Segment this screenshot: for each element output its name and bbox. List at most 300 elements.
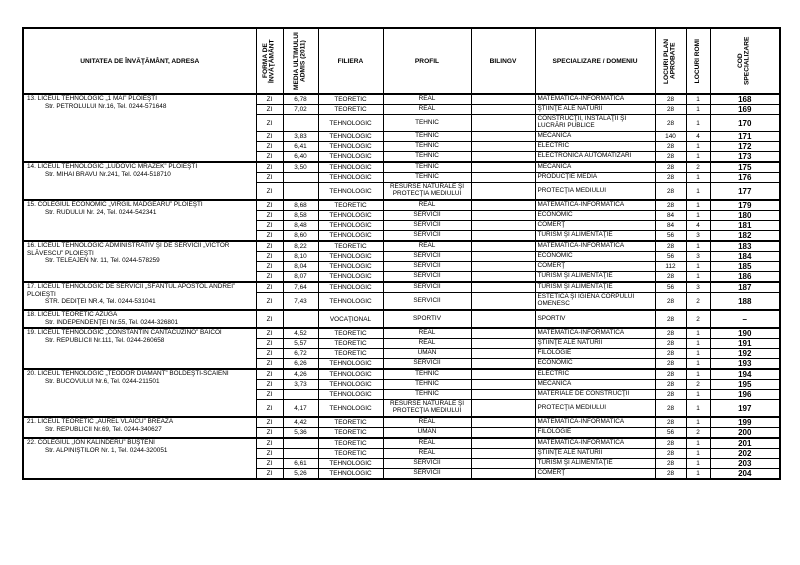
cell-romi: 1 — [686, 211, 710, 221]
cell-romi: 2 — [686, 428, 710, 439]
cell-cod: 184 — [710, 252, 780, 262]
school-group — [23, 369, 780, 417]
header-bilingv: BILINGV — [471, 28, 535, 94]
cell-media — [283, 173, 318, 183]
cell-forma: ZI — [256, 105, 283, 115]
cell-locuri: 28 — [655, 142, 686, 152]
school-cell — [23, 369, 256, 417]
cell-forma: ZI — [256, 282, 283, 293]
cell-media: 3,73 — [283, 380, 318, 390]
cell-romi: 1 — [686, 115, 710, 132]
cell-romi: 4 — [686, 221, 710, 231]
cell-profil: SERVICII — [383, 359, 471, 370]
cell-media: 8,58 — [283, 211, 318, 221]
cell-forma: ZI — [256, 328, 283, 339]
cell-forma: ZI — [256, 390, 283, 400]
cell-locuri: 28 — [655, 349, 686, 359]
cell-bilingv — [471, 400, 535, 418]
cell-locuri: 140 — [655, 132, 686, 142]
cell-specializare: FILOLOGIE — [535, 349, 655, 359]
cell-media — [283, 449, 318, 459]
cell-forma: ZI — [256, 173, 283, 183]
cell-bilingv — [471, 380, 535, 390]
cell-locuri: 28 — [655, 310, 686, 328]
cell-profil: REAL — [383, 105, 471, 115]
cell-forma: ZI — [256, 211, 283, 221]
cell-bilingv — [471, 459, 535, 469]
cell-specializare: TURISM ŞI ALIMENTAŢIE — [535, 459, 655, 469]
cell-specializare: PROTECŢIA MEDIULUI — [535, 183, 655, 201]
cell-forma: ZI — [256, 183, 283, 201]
school-name: 21. LICEUL TEORETIC „AUREL VLAICU” BREAZA — [27, 418, 174, 425]
cell-profil: TEHNIC — [383, 142, 471, 152]
cell-locuri: 28 — [655, 390, 686, 400]
cell-media: 7,64 — [283, 282, 318, 293]
cell-locuri: 28 — [655, 272, 686, 283]
cell-profil: UMAN — [383, 349, 471, 359]
header-cod: COD SPECIALIZARE — [710, 28, 780, 94]
school-address: Str. PETROLULUI Nr.16, Tel. 0244-571648 — [45, 102, 167, 110]
table-row — [23, 369, 780, 380]
cell-romi: 1 — [686, 272, 710, 283]
cell-filiera: TEHNOLOGIC — [318, 221, 383, 231]
cell-bilingv — [471, 105, 535, 115]
cell-profil: REAL — [383, 449, 471, 459]
cell-cod: 176 — [710, 173, 780, 183]
header-locuri: LOCURI PLAN APROBATE — [655, 28, 686, 94]
cell-bilingv — [471, 272, 535, 283]
school-group — [23, 417, 780, 438]
cell-romi: 1 — [686, 359, 710, 370]
cell-specializare: PRODUCŢIE MEDIA — [535, 173, 655, 183]
cell-media: 8,48 — [283, 221, 318, 231]
cell-specializare: PROTECŢIA MEDIULUI — [535, 400, 655, 418]
cell-specializare: MECANICĂ — [535, 380, 655, 390]
cell-filiera: TEHNOLOGIC — [318, 231, 383, 242]
header-profil: PROFIL — [383, 28, 471, 94]
cell-media: 4,52 — [283, 328, 318, 339]
cell-profil: REAL — [383, 241, 471, 252]
cell-filiera: TEORETIC — [318, 105, 383, 115]
cell-profil: REAL — [383, 339, 471, 349]
cell-profil: TEHNIC — [383, 115, 471, 132]
cell-filiera: TEHNOLOGIC — [318, 469, 383, 480]
cell-profil: TEHNIC — [383, 162, 471, 173]
cell-profil: UMAN — [383, 428, 471, 439]
school-address: Str. MIHAI BRAVU Nr.241, Tel. 0244-518710 — [45, 170, 171, 178]
cell-forma: ZI — [256, 241, 283, 252]
cell-bilingv — [471, 162, 535, 173]
cell-locuri: 28 — [655, 339, 686, 349]
cell-bilingv — [471, 449, 535, 459]
cell-cod: 199 — [710, 417, 780, 428]
cell-filiera: TEORETIC — [318, 339, 383, 349]
cell-romi: 1 — [686, 328, 710, 339]
cell-media: 6,61 — [283, 459, 318, 469]
cell-romi: 1 — [686, 183, 710, 201]
cell-cod: 193 — [710, 359, 780, 370]
school-cell — [23, 241, 256, 282]
cell-media: 8,07 — [283, 272, 318, 283]
school-cell — [23, 94, 256, 162]
cell-bilingv — [471, 349, 535, 359]
school-address: Str. TELEAJEN Nr. 11, Tel. 0244-578259 — [45, 257, 160, 265]
cell-romi: 1 — [686, 349, 710, 359]
cell-bilingv — [471, 469, 535, 480]
cell-romi: 1 — [686, 438, 710, 449]
cell-profil: SERVICII — [383, 231, 471, 242]
cell-bilingv — [471, 132, 535, 142]
cell-cod: 172 — [710, 142, 780, 152]
school-address: STR. DEDIŢEI NR.4, Tel. 0244-531041 — [45, 298, 156, 306]
cell-romi: 2 — [686, 380, 710, 390]
cell-locuri: 56 — [655, 231, 686, 242]
cell-cod: 177 — [710, 183, 780, 201]
cell-bilingv — [471, 142, 535, 152]
cell-bilingv — [471, 438, 535, 449]
cell-specializare: MECANICĂ — [535, 132, 655, 142]
cell-bilingv — [471, 417, 535, 428]
table-row — [23, 241, 780, 252]
cell-filiera: TEHNOLOGIC — [318, 115, 383, 132]
school-name: 13. LICEUL TEHNOLOGIC „1 MAI” PLOIEŞTI — [27, 95, 157, 102]
cell-forma: ZI — [256, 459, 283, 469]
cell-forma: ZI — [256, 400, 283, 418]
cell-cod: 204 — [710, 469, 780, 480]
cell-media: 4,42 — [283, 417, 318, 428]
cell-bilingv — [471, 241, 535, 252]
cell-forma: ZI — [256, 359, 283, 370]
cell-romi: 4 — [686, 132, 710, 142]
school-address: Str. ALPINIŞTILOR Nr. 1, Tel. 0244-320051 — [45, 446, 168, 454]
cell-forma: ZI — [256, 339, 283, 349]
cell-specializare: TURISM ŞI ALIMENTAŢIE — [535, 272, 655, 283]
cell-cod: 181 — [710, 221, 780, 231]
cell-cod: 197 — [710, 400, 780, 418]
cell-profil: RESURSE NATURALE ŞI PROTECŢIA MEDIULUI — [383, 400, 471, 418]
cell-romi: 1 — [686, 459, 710, 469]
table-row — [23, 310, 780, 328]
cell-filiera: TEORETIC — [318, 438, 383, 449]
cell-media: 6,78 — [283, 94, 318, 105]
cell-specializare: ŞTIINŢE ALE NATURII — [535, 105, 655, 115]
cell-bilingv — [471, 252, 535, 262]
cell-filiera: TEHNOLOGIC — [318, 183, 383, 201]
cell-filiera: TEORETIC — [318, 200, 383, 211]
cell-forma: ZI — [256, 469, 283, 480]
cell-specializare: ELECTRIC — [535, 369, 655, 380]
cell-locuri: 56 — [655, 428, 686, 439]
cell-media: 8,22 — [283, 241, 318, 252]
cell-forma: ZI — [256, 438, 283, 449]
cell-cod: 185 — [710, 262, 780, 272]
cell-locuri: 28 — [655, 459, 686, 469]
cell-media: 3,83 — [283, 132, 318, 142]
table-row — [23, 162, 780, 173]
cell-romi: 1 — [686, 390, 710, 400]
cell-locuri: 28 — [655, 173, 686, 183]
cell-cod: 194 — [710, 369, 780, 380]
cell-profil: SERVICII — [383, 252, 471, 262]
cell-filiera: TEORETIC — [318, 449, 383, 459]
cell-filiera: TEHNOLOGIC — [318, 390, 383, 400]
cell-cod: 179 — [710, 200, 780, 211]
cell-locuri: 28 — [655, 417, 686, 428]
cell-profil: REAL — [383, 328, 471, 339]
cell-profil: REAL — [383, 438, 471, 449]
cell-media: 6,72 — [283, 349, 318, 359]
cell-forma: ZI — [256, 231, 283, 242]
cell-profil: REAL — [383, 417, 471, 428]
cell-bilingv — [471, 369, 535, 380]
cell-bilingv — [471, 390, 535, 400]
cell-locuri: 56 — [655, 282, 686, 293]
cell-specializare: ECONOMIC — [535, 211, 655, 221]
school-group — [23, 94, 780, 162]
cell-locuri: 28 — [655, 241, 686, 252]
cell-media — [283, 115, 318, 132]
school-name: 18. LICEUL TEORETIC AZUGA — [27, 311, 118, 318]
cell-locuri: 84 — [655, 221, 686, 231]
cell-locuri: 28 — [655, 359, 686, 370]
cell-locuri: 28 — [655, 293, 686, 311]
cell-specializare: TURISM ŞI ALIMENTAŢIE — [535, 282, 655, 293]
cell-filiera: TEORETIC — [318, 417, 383, 428]
cell-romi: 1 — [686, 152, 710, 163]
admission-table — [22, 27, 781, 480]
cell-media: 5,26 — [283, 469, 318, 480]
cell-bilingv — [471, 152, 535, 163]
cell-bilingv — [471, 328, 535, 339]
cell-profil: SERVICII — [383, 262, 471, 272]
cell-filiera: TEHNOLOGIC — [318, 459, 383, 469]
cell-specializare: COMERŢ — [535, 221, 655, 231]
cell-filiera: TEHNOLOGIC — [318, 142, 383, 152]
school-cell — [23, 328, 256, 369]
cell-forma: ZI — [256, 428, 283, 439]
cell-specializare: ELECTRIC — [535, 142, 655, 152]
cell-forma: ZI — [256, 132, 283, 142]
cell-specializare: TURISM ŞI ALIMENTAŢIE — [535, 231, 655, 242]
school-group — [23, 200, 780, 241]
cell-specializare: MATEMATICĂ-INFORMATICĂ — [535, 438, 655, 449]
header-forma: FORMA DE ÎNVĂŢĂMÂNT — [256, 28, 283, 94]
cell-filiera: TEHNOLOGIC — [318, 262, 383, 272]
school-group — [23, 241, 780, 282]
cell-forma: ZI — [256, 449, 283, 459]
cell-bilingv — [471, 173, 535, 183]
cell-forma: ZI — [256, 293, 283, 311]
cell-cod: 187 — [710, 282, 780, 293]
cell-filiera: TEORETIC — [318, 241, 383, 252]
cell-bilingv — [471, 183, 535, 201]
cell-bilingv — [471, 310, 535, 328]
school-group — [23, 162, 780, 200]
cell-cod: – — [710, 310, 780, 328]
cell-forma: ZI — [256, 94, 283, 105]
cell-specializare: ECONOMIC — [535, 359, 655, 370]
cell-romi: 1 — [686, 173, 710, 183]
cell-romi: 1 — [686, 417, 710, 428]
cell-specializare: COMERŢ — [535, 469, 655, 480]
school-group — [23, 438, 780, 479]
cell-filiera: TEHNOLOGIC — [318, 272, 383, 283]
cell-romi: 1 — [686, 105, 710, 115]
cell-profil: REAL — [383, 200, 471, 211]
cell-cod: 186 — [710, 272, 780, 283]
cell-media — [283, 438, 318, 449]
cell-romi: 1 — [686, 400, 710, 418]
cell-locuri: 28 — [655, 438, 686, 449]
cell-specializare: MATEMATICĂ-INFORMATICĂ — [535, 241, 655, 252]
cell-romi: 1 — [686, 200, 710, 211]
cell-cod: 188 — [710, 293, 780, 311]
cell-media: 4,26 — [283, 369, 318, 380]
cell-locuri: 56 — [655, 252, 686, 262]
cell-filiera: TEHNOLOGIC — [318, 359, 383, 370]
header-unit: UNITATEA DE ÎNVĂŢĂMÂNT, ADRESA — [23, 28, 256, 94]
cell-cod: 170 — [710, 115, 780, 132]
cell-cod: 180 — [710, 211, 780, 221]
cell-media: 4,17 — [283, 400, 318, 418]
cell-profil: REAL — [383, 94, 471, 105]
cell-forma: ZI — [256, 252, 283, 262]
cell-cod: 201 — [710, 438, 780, 449]
cell-forma: ZI — [256, 369, 283, 380]
cell-locuri: 28 — [655, 369, 686, 380]
cell-specializare: MATEMATICĂ-INFORMATICĂ — [535, 417, 655, 428]
cell-locuri: 28 — [655, 328, 686, 339]
cell-bilingv — [471, 262, 535, 272]
school-address: Str. INDEPENDENŢEI Nr.55, Tel. 0244-326801 — [45, 318, 179, 326]
cell-specializare: FILOLOGIE — [535, 428, 655, 439]
cell-media — [283, 390, 318, 400]
cell-profil: TEHNIC — [383, 152, 471, 163]
cell-romi: 1 — [686, 339, 710, 349]
cell-bilingv — [471, 94, 535, 105]
school-group — [23, 282, 780, 310]
cell-forma: ZI — [256, 162, 283, 173]
table-row — [23, 200, 780, 211]
cell-media: 8,68 — [283, 200, 318, 211]
cell-forma: ZI — [256, 417, 283, 428]
cell-cod: 203 — [710, 459, 780, 469]
cell-profil: SERVICII — [383, 211, 471, 221]
cell-romi: 1 — [686, 262, 710, 272]
school-name: 20. LICEUL TEHNOLOGIC „TEODOR DIAMANT” BOLDEŞTI-SCĂIENI — [27, 370, 229, 377]
cell-profil: TEHNIC — [383, 380, 471, 390]
cell-profil: SERVICII — [383, 459, 471, 469]
cell-locuri: 28 — [655, 115, 686, 132]
cell-bilingv — [471, 211, 535, 221]
cell-filiera: TEORETIC — [318, 349, 383, 359]
cell-cod: 168 — [710, 94, 780, 105]
school-group — [23, 310, 780, 328]
cell-bilingv — [471, 115, 535, 132]
cell-forma: ZI — [256, 349, 283, 359]
cell-filiera: TEHNOLOGIC — [318, 293, 383, 311]
cell-profil: SERVICII — [383, 272, 471, 283]
cell-romi: 3 — [686, 282, 710, 293]
cell-filiera: TEHNOLOGIC — [318, 162, 383, 173]
cell-profil: SERVICII — [383, 282, 471, 293]
school-cell — [23, 282, 256, 310]
school-address: Str. REPUBLICII Nr.111, Tel. 0244-260658 — [45, 336, 165, 344]
cell-cod: 191 — [710, 339, 780, 349]
cell-profil: SPORTIV — [383, 310, 471, 328]
cell-locuri: 84 — [655, 211, 686, 221]
school-name: 15. COLEGIUL ECONOMIC „VIRGIL MADGEARU” PLOIEŞTI — [27, 201, 203, 208]
school-cell — [23, 310, 256, 328]
cell-profil: TEHNIC — [383, 390, 471, 400]
school-address: Str. REPUBLICII Nr.69, Tel. 0244-340627 — [45, 425, 162, 433]
cell-specializare: MATEMATICĂ-INFORMATICĂ — [535, 200, 655, 211]
cell-locuri: 28 — [655, 200, 686, 211]
cell-media: 7,02 — [283, 105, 318, 115]
cell-specializare: MATEMATICĂ-INFORMATICĂ — [535, 94, 655, 105]
cell-locuri: 28 — [655, 183, 686, 201]
cell-romi: 2 — [686, 293, 710, 311]
school-group — [23, 328, 780, 369]
cell-romi: 3 — [686, 231, 710, 242]
cell-cod: 169 — [710, 105, 780, 115]
cell-filiera: TEHNOLOGIC — [318, 369, 383, 380]
cell-filiera: VOCAŢIONAL — [318, 310, 383, 328]
cell-specializare: ŞTIINŢE ALE NATURII — [535, 339, 655, 349]
cell-media: 5,36 — [283, 428, 318, 439]
table-row — [23, 417, 780, 428]
table-row — [23, 282, 780, 293]
cell-filiera: TEHNOLOGIC — [318, 380, 383, 390]
cell-forma: ZI — [256, 221, 283, 231]
cell-cod: 200 — [710, 428, 780, 439]
cell-specializare: ŞTIINŢE ALE NATURII — [535, 449, 655, 459]
cell-profil: SERVICII — [383, 469, 471, 480]
cell-romi: 1 — [686, 449, 710, 459]
cell-specializare: MATERIALE DE CONSTRUCŢII — [535, 390, 655, 400]
header-filiera: FILIERA — [318, 28, 383, 94]
cell-bilingv — [471, 428, 535, 439]
cell-specializare: MATEMATICĂ-INFORMATICĂ — [535, 328, 655, 339]
school-address: Str. BUCOVULUI Nr.6, Tel. 0244-211501 — [45, 377, 160, 385]
cell-filiera: TEHNOLOGIC — [318, 282, 383, 293]
school-name: 16. LICEUL TEHNOLOGIC ADMINISTRATIV ŞI DE SERVICII „VICTOR SLĂVESCU” PLOIEŞTI — [27, 242, 230, 257]
cell-forma: ZI — [256, 380, 283, 390]
school-name: 14. LICEUL TEHNOLOGIC „LUDOVIC MRAZEK” PLOIEŞTI — [27, 163, 198, 170]
cell-cod: 171 — [710, 132, 780, 142]
cell-romi: 1 — [686, 94, 710, 105]
cell-locuri: 28 — [655, 152, 686, 163]
cell-profil: TEHNIC — [383, 132, 471, 142]
cell-media — [283, 183, 318, 201]
table-row — [23, 94, 780, 105]
cell-forma: ZI — [256, 262, 283, 272]
cell-locuri: 28 — [655, 105, 686, 115]
cell-cod: 196 — [710, 390, 780, 400]
header-specializare: SPECIALIZARE / DOMENIU — [535, 28, 655, 94]
header-romi: LOCURI ROMI — [686, 28, 710, 94]
cell-profil: TEHNIC — [383, 369, 471, 380]
cell-locuri: 28 — [655, 94, 686, 105]
school-cell — [23, 417, 256, 438]
school-name: 17. LICEUL TEHNOLOGIC DE SERVICII „SFÂNTUL APOSTOL ANDREI” PLOIEŞTI — [27, 283, 236, 298]
cell-media: 6,26 — [283, 359, 318, 370]
cell-specializare: MECANICĂ — [535, 162, 655, 173]
cell-locuri: 28 — [655, 380, 686, 390]
cell-specializare: COMERŢ — [535, 262, 655, 272]
cell-romi: 1 — [686, 469, 710, 480]
cell-filiera: TEHNOLOGIC — [318, 173, 383, 183]
